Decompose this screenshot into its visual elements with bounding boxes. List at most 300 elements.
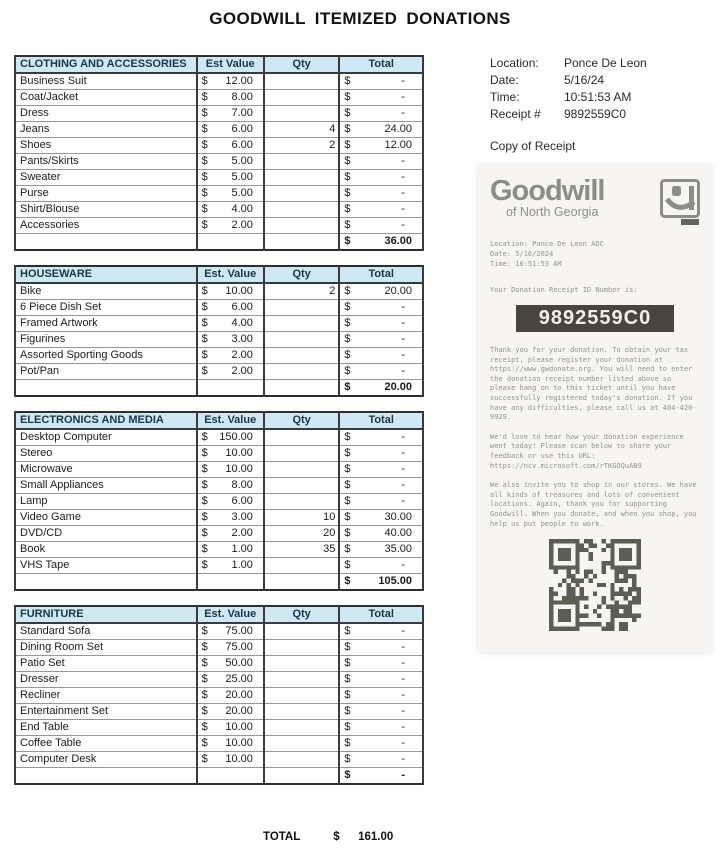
est-value-cell: $ 12.00 (197, 73, 264, 90)
qty-cell: 20 (264, 526, 339, 542)
subtotal-cell: $ - (339, 768, 423, 785)
currency-symbol: $ (201, 203, 208, 215)
qty-cell (264, 688, 339, 704)
qty-cell (264, 202, 339, 218)
est-value-cell: $ 1.00 (197, 542, 264, 558)
item-cell (15, 234, 197, 251)
item-cell (15, 768, 197, 785)
qty-cell (264, 736, 339, 752)
item-cell: Recliner (15, 688, 197, 704)
item-cell: Pot/Pan (15, 364, 197, 380)
table-row (15, 73, 423, 90)
currency-symbol: $ (344, 721, 351, 733)
item-cell: Business Suit (15, 73, 197, 90)
currency-symbol: $ (344, 381, 351, 393)
currency-symbol: $ (344, 171, 351, 183)
subtotal-row (15, 380, 423, 397)
est-value-cell: $ 2.00 (197, 364, 264, 380)
est-value-cell (197, 574, 264, 591)
table-row (15, 462, 423, 478)
currency-symbol: $ (201, 705, 208, 717)
total-cell: $ - (339, 348, 423, 364)
total-cell: $ - (339, 186, 423, 202)
goodwill-brand-subtext: of North Georgia (506, 205, 599, 219)
qty-cell (264, 640, 339, 656)
category-header: ELECTRONICS AND MEDIA (15, 412, 197, 429)
currency-symbol: $ (201, 543, 208, 555)
currency-symbol: $ (201, 657, 208, 669)
currency-symbol: $ (344, 625, 351, 637)
est-value-cell: $ 2.00 (197, 348, 264, 364)
est-value-cell: $ 10.00 (197, 752, 264, 768)
goodwill-logo (490, 175, 700, 225)
currency-symbol: $ (201, 463, 208, 475)
currency-symbol: $ (344, 527, 351, 539)
currency-symbol: $ (201, 511, 208, 523)
item-cell: Assorted Sporting Goods (15, 348, 197, 364)
total-cell: $ - (339, 364, 423, 380)
item-cell: DVD/CD (15, 526, 197, 542)
table-row (15, 300, 423, 316)
qty-cell (264, 623, 339, 640)
qty-cell (264, 768, 339, 785)
currency-symbol: $ (344, 673, 351, 685)
item-cell: Stereo (15, 446, 197, 462)
qty-cell (264, 429, 339, 446)
currency-symbol: $ (344, 187, 351, 199)
item-cell: Purse (15, 186, 197, 202)
table-row (15, 672, 423, 688)
currency-symbol: $ (344, 235, 351, 247)
currency-symbol: $ (201, 737, 208, 749)
currency-symbol: $ (344, 753, 351, 765)
item-cell: Coffee Table (15, 736, 197, 752)
qty-cell (264, 90, 339, 106)
total-cell: $ - (339, 656, 423, 672)
table-row (15, 558, 423, 574)
qty-cell (264, 656, 339, 672)
currency-symbol: $ (201, 365, 208, 377)
currency-symbol: $ (344, 107, 351, 119)
total-header: Total (339, 56, 423, 73)
grand-total (14, 831, 424, 843)
currency-symbol: $ (344, 463, 351, 475)
table-row (15, 752, 423, 768)
est-value-cell: $ 20.00 (197, 688, 264, 704)
currency-symbol: $ (344, 769, 351, 781)
est-value-cell: $ 25.00 (197, 672, 264, 688)
receipt-paragraph-1: Thank you for your donation. To obtain your tax receipt, please register your donation at https://www.gwdonate.org. You will need to enter the donation receipt number listed above so please hang on to this ticket until you have successfully registered today's donation. If you have any difficulties, please call us at 404-420-9929. (490, 346, 697, 422)
subtotal-cell: $ 20.00 (339, 380, 423, 397)
est-value-cell: $ 8.00 (197, 90, 264, 106)
est-value-cell: $ 8.00 (197, 478, 264, 494)
table-row (15, 283, 423, 300)
currency-symbol: $ (344, 301, 351, 313)
total-cell: $ - (339, 332, 423, 348)
currency-symbol: $ (344, 575, 351, 587)
item-cell: Microwave (15, 462, 197, 478)
item-cell: Patio Set (15, 656, 197, 672)
grand-total-label: TOTAL (263, 831, 301, 843)
est-value-cell: $ 10.00 (197, 446, 264, 462)
donation-tables (14, 55, 424, 799)
qty-cell (264, 380, 339, 397)
est-value-cell: $ 6.00 (197, 300, 264, 316)
table-row (15, 316, 423, 332)
qty-cell (264, 332, 339, 348)
item-cell: Dresser (15, 672, 197, 688)
table-row (15, 202, 423, 218)
est-value-header: Est. Value (197, 412, 264, 429)
currency-symbol: $ (344, 317, 351, 329)
qty-cell (264, 478, 339, 494)
item-cell: Video Game (15, 510, 197, 526)
est-value-header: Est Value (197, 56, 264, 73)
location-label: Location: (490, 56, 539, 70)
total-cell: $ - (339, 752, 423, 768)
qty-cell: 2 (264, 283, 339, 300)
item-cell: Framed Artwork (15, 316, 197, 332)
est-value-cell: $ 10.00 (197, 283, 264, 300)
total-cell: $ - (339, 736, 423, 752)
est-value-cell: $ 50.00 (197, 656, 264, 672)
subtotal-cell: $ 36.00 (339, 234, 423, 251)
qty-cell (264, 752, 339, 768)
table-row (15, 90, 423, 106)
total-cell: $ - (339, 218, 423, 234)
est-value-cell (197, 768, 264, 785)
item-cell: Shirt/Blouse (15, 202, 197, 218)
receipt-id-intro: Your Donation Receipt ID Number is: (490, 286, 638, 294)
table-row (15, 656, 423, 672)
est-value-cell: $ 6.00 (197, 122, 264, 138)
table-row (15, 478, 423, 494)
receipt-number-value: 9892559C0 (564, 107, 627, 121)
receipt-info (490, 55, 647, 123)
item-cell: Shoes (15, 138, 197, 154)
qty-cell: 10 (264, 510, 339, 526)
total-cell: $ - (339, 462, 423, 478)
currency-symbol: $ (201, 219, 208, 231)
total-header: Total (339, 266, 423, 283)
qty-cell (264, 720, 339, 736)
table-row (15, 704, 423, 720)
currency-symbol: $ (344, 333, 351, 345)
est-value-header: Est. Value (197, 606, 264, 623)
item-cell: Desktop Computer (15, 429, 197, 446)
currency-symbol: $ (344, 123, 351, 135)
total-cell: $ - (339, 478, 423, 494)
grand-total-amount (333, 831, 399, 843)
currency-symbol: $ (201, 527, 208, 539)
donation-table (14, 265, 424, 397)
subtotal-row (15, 234, 423, 251)
donation-table (14, 411, 424, 591)
qty-cell (264, 574, 339, 591)
table-row (15, 542, 423, 558)
date-value: 5/16/24 (564, 73, 605, 87)
currency-symbol: $ (201, 301, 208, 313)
item-cell: Lamp (15, 494, 197, 510)
subtotal-cell: $ 105.00 (339, 574, 423, 591)
total-cell: $ 20.00 (339, 283, 423, 300)
currency-symbol: $ (201, 479, 208, 491)
table-header-row (15, 266, 423, 283)
table-row (15, 510, 423, 526)
qty-cell (264, 218, 339, 234)
item-cell: 6 Piece Dish Set (15, 300, 197, 316)
total-cell: $ 12.00 (339, 138, 423, 154)
currency-symbol: $ (344, 479, 351, 491)
currency-symbol: $ (201, 171, 208, 183)
receipt-header-lines (490, 239, 700, 269)
receipt-date-line: Date: 5/16/2024 (490, 250, 554, 258)
total-cell: $ - (339, 720, 423, 736)
total-header: Total (339, 606, 423, 623)
table-row (15, 364, 423, 380)
total-cell: $ - (339, 558, 423, 574)
table-row (15, 494, 423, 510)
info-row-receipt-number (490, 106, 647, 123)
info-row-location (490, 55, 647, 72)
est-value-cell: $ 10.00 (197, 736, 264, 752)
est-value-cell: $ 3.00 (197, 332, 264, 348)
est-value-cell: $ 10.00 (197, 720, 264, 736)
currency-symbol: $ (201, 155, 208, 167)
item-cell: Coat/Jacket (15, 90, 197, 106)
item-cell: Standard Sofa (15, 623, 197, 640)
est-value-cell: $ 7.00 (197, 106, 264, 122)
currency-symbol: $ (344, 349, 351, 361)
currency-symbol: $ (344, 219, 351, 231)
grand-total-value: 161.00 (358, 831, 394, 843)
currency-symbol: $ (201, 721, 208, 733)
table-row (15, 186, 423, 202)
qty-cell (264, 73, 339, 90)
currency-symbol: $ (344, 75, 351, 87)
item-cell: Pants/Skirts (15, 154, 197, 170)
item-cell: Bike (15, 283, 197, 300)
currency-symbol: $ (344, 511, 351, 523)
category-header: CLOTHING AND ACCESSORIES (15, 56, 197, 73)
est-value-cell: $ 3.00 (197, 510, 264, 526)
category-header: FURNITURE (15, 606, 197, 623)
qty-header: Qty (264, 56, 339, 73)
currency-symbol: $ (344, 155, 351, 167)
currency-symbol: $ (201, 139, 208, 151)
receipt-number-label: Receipt # (490, 107, 541, 121)
table-row (15, 720, 423, 736)
est-value-cell: $ 6.00 (197, 494, 264, 510)
total-cell: $ - (339, 73, 423, 90)
currency-symbol: $ (344, 559, 351, 571)
table-header-row (15, 56, 423, 73)
currency-symbol: $ (344, 285, 351, 297)
page-title: GOODWILL ITEMIZED DONATIONS (209, 9, 511, 28)
currency-symbol: $ (344, 91, 351, 103)
currency-symbol: $ (344, 365, 351, 377)
item-cell: Book (15, 542, 197, 558)
qty-cell (264, 300, 339, 316)
currency-symbol: $ (344, 139, 351, 151)
goodwill-smiling-g-icon (660, 179, 700, 225)
qty-cell (264, 316, 339, 332)
currency-symbol: $ (344, 689, 351, 701)
total-cell: $ - (339, 154, 423, 170)
item-cell: Entertainment Set (15, 704, 197, 720)
est-value-cell (197, 380, 264, 397)
qty-cell (264, 446, 339, 462)
total-cell: $ - (339, 623, 423, 640)
time-value: 10:51:53 AM (564, 90, 632, 104)
qty-cell (264, 170, 339, 186)
est-value-cell (197, 234, 264, 251)
item-cell: Dress (15, 106, 197, 122)
currency-symbol: $ (344, 431, 351, 443)
qty-header: Qty (264, 606, 339, 623)
receipt-paragraph-3: We also invite you to shop in our stores. We have all kinds of treasures and lots of convenient locations. Again, thank you for supporting Goodwill. When you donate, and when you shop, you help us put people to work. (490, 481, 697, 528)
currency-symbol: $ (201, 91, 208, 103)
est-value-cell: $ 10.00 (197, 462, 264, 478)
total-cell: $ - (339, 170, 423, 186)
qty-cell: 2 (264, 138, 339, 154)
table-row (15, 446, 423, 462)
total-cell: $ - (339, 704, 423, 720)
currency-symbol: $ (344, 203, 351, 215)
currency-symbol: $ (201, 317, 208, 329)
total-cell: $ 35.00 (339, 542, 423, 558)
qty-header: Qty (264, 266, 339, 283)
currency-symbol: $ (201, 641, 208, 653)
item-cell: VHS Tape (15, 558, 197, 574)
time-label: Time: (490, 90, 520, 104)
est-value-cell: $ 4.00 (197, 316, 264, 332)
qty-cell (264, 704, 339, 720)
total-cell: $ - (339, 316, 423, 332)
date-label: Date: (490, 73, 519, 87)
qty-cell (264, 154, 339, 170)
table-row (15, 688, 423, 704)
currency-symbol: $ (201, 75, 208, 87)
donation-table (14, 55, 424, 251)
qty-cell (264, 348, 339, 364)
est-value-cell: $ 150.00 (197, 429, 264, 446)
currency-symbol: $ (201, 107, 208, 119)
info-row-date (490, 72, 647, 89)
total-header: Total (339, 412, 423, 429)
total-cell: $ 40.00 (339, 526, 423, 542)
qty-cell (264, 364, 339, 380)
currency-symbol: $ (201, 447, 208, 459)
receipt-time-line: Time: 10:51:53 AM (490, 260, 562, 268)
qty-cell (264, 234, 339, 251)
table-row (15, 348, 423, 364)
est-value-header: Est. Value (197, 266, 264, 283)
item-cell (15, 380, 197, 397)
total-cell: $ - (339, 688, 423, 704)
subtotal-row (15, 768, 423, 785)
currency-symbol: $ (201, 187, 208, 199)
total-cell: $ - (339, 672, 423, 688)
currency-symbol: $ (201, 495, 208, 507)
currency-symbol: $ (201, 625, 208, 637)
qty-cell (264, 462, 339, 478)
table-row (15, 623, 423, 640)
total-cell: $ 24.00 (339, 122, 423, 138)
location-value: Ponce De Leon (564, 56, 647, 70)
currency-symbol: $ (344, 641, 351, 653)
currency-symbol: $ (344, 657, 351, 669)
qty-cell (264, 494, 339, 510)
currency-symbol: $ (201, 753, 208, 765)
currency-symbol: $ (344, 495, 351, 507)
table-row (15, 106, 423, 122)
receipt-id-value: 9892559C0 (538, 307, 652, 329)
receipt-scan (478, 164, 712, 652)
item-cell: End Table (15, 720, 197, 736)
table-header-row (15, 606, 423, 623)
qty-cell: 4 (264, 122, 339, 138)
receipt-location-line: Location: Ponce De Leon ADC (490, 240, 604, 248)
item-cell: Jeans (15, 122, 197, 138)
table-row (15, 640, 423, 656)
est-value-cell: $ 75.00 (197, 640, 264, 656)
receipt-paragraph-2: We'd love to hear how your donation experience went today! Please scan below to share your feedback or use this URL: https://ncv.microsoft.com/rTKGOQuAB9 (490, 432, 684, 470)
item-cell (15, 574, 197, 591)
item-cell: Figurines (15, 332, 197, 348)
table-row (15, 218, 423, 234)
table-row (15, 332, 423, 348)
currency-symbol: $ (333, 831, 340, 843)
info-row-time (490, 89, 647, 106)
item-cell: Accessories (15, 218, 197, 234)
currency-symbol: $ (201, 673, 208, 685)
currency-symbol: $ (201, 285, 208, 297)
qr-code-icon (549, 539, 641, 631)
est-value-cell: $ 5.00 (197, 154, 264, 170)
total-cell: $ - (339, 429, 423, 446)
est-value-cell: $ 1.00 (197, 558, 264, 574)
donation-table (14, 605, 424, 785)
est-value-cell: $ 6.00 (197, 138, 264, 154)
goodwill-brand-text: Goodwill (490, 175, 605, 207)
item-cell: Computer Desk (15, 752, 197, 768)
item-cell: Sweater (15, 170, 197, 186)
total-cell: $ - (339, 300, 423, 316)
qty-cell (264, 186, 339, 202)
receipt-id-box (516, 305, 674, 332)
currency-symbol: $ (344, 705, 351, 717)
table-row (15, 429, 423, 446)
est-value-cell: $ 2.00 (197, 526, 264, 542)
qty-header: Qty (264, 412, 339, 429)
table-row (15, 526, 423, 542)
est-value-cell: $ 4.00 (197, 202, 264, 218)
est-value-cell: $ 20.00 (197, 704, 264, 720)
table-row (15, 138, 423, 154)
item-cell: Dining Room Set (15, 640, 197, 656)
total-cell: $ - (339, 494, 423, 510)
currency-symbol: $ (201, 349, 208, 361)
copy-of-receipt-label: Copy of Receipt (490, 139, 576, 153)
table-row (15, 736, 423, 752)
qty-cell: 35 (264, 542, 339, 558)
qty-cell (264, 672, 339, 688)
total-cell: $ 30.00 (339, 510, 423, 526)
currency-symbol: $ (344, 447, 351, 459)
total-cell: $ - (339, 106, 423, 122)
currency-symbol: $ (201, 333, 208, 345)
